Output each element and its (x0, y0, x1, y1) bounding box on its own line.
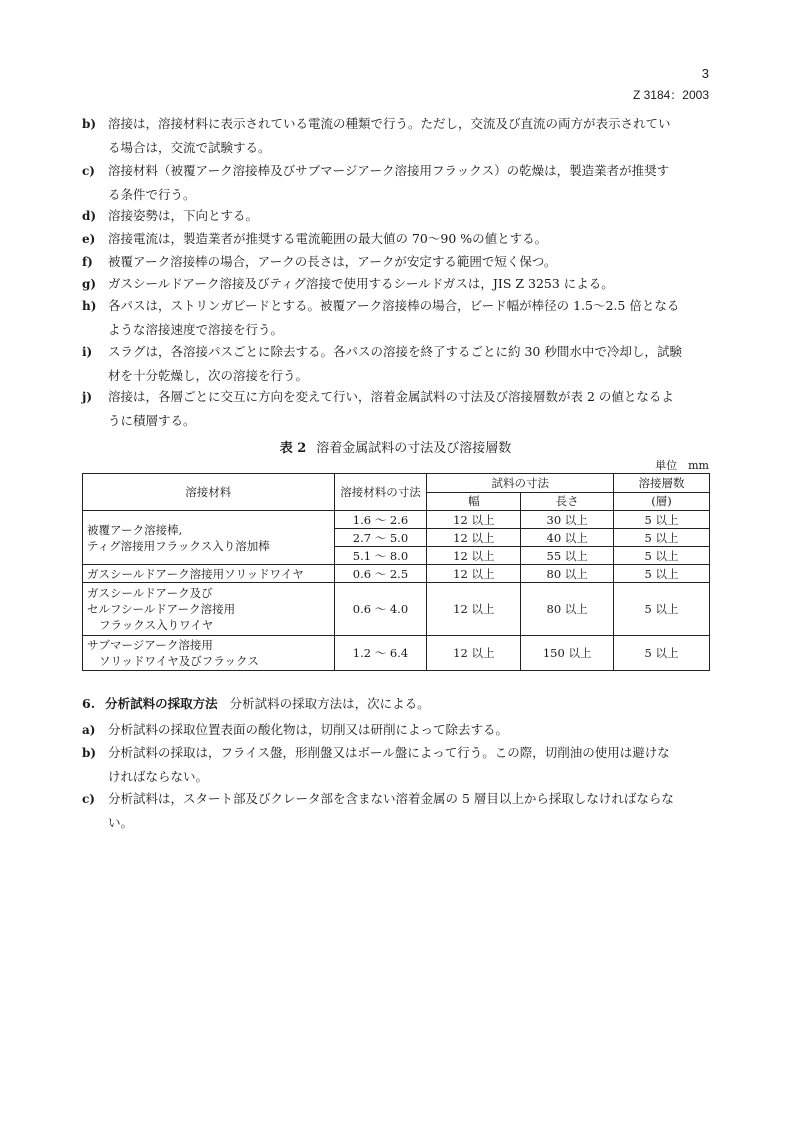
material-line: セルフシールドアーク溶接用 (87, 602, 236, 616)
item-line: 分析試料は，スタート部及びクレータ部を含まない溶着金属の 5 層目以上から採取しなければならな (108, 791, 674, 806)
item-label: j) (82, 390, 93, 404)
material-line: サブマージアーク溶接用 (87, 638, 213, 652)
header-layers-unit: (層) (614, 492, 710, 511)
table-row (83, 636, 710, 671)
list-item-e (82, 227, 710, 251)
item-label: h) (82, 299, 97, 313)
size-cell: 5.1 〜 8.0 (334, 547, 427, 565)
length-cell: 80 以上 (521, 565, 614, 583)
item-label: f) (82, 255, 93, 269)
list-item-i (82, 340, 710, 388)
material-cell (83, 565, 335, 583)
item-label: a) (82, 723, 96, 737)
length-cell: 80 以上 (521, 583, 614, 636)
length-cell: 150 以上 (521, 636, 614, 671)
width-cell: 12 以上 (427, 529, 521, 547)
list-item-6c (82, 787, 710, 835)
list-item-d (82, 204, 710, 228)
layers-cell: 5 以上 (614, 636, 710, 671)
layers-cell: 5 以上 (614, 547, 710, 565)
specimen-table (82, 473, 710, 671)
item-line: ガスシールドアーク溶接及びティグ溶接で使用するシールドガスは，JIS Z 3253 による。 (108, 276, 614, 291)
header-material: 溶接材料 (83, 474, 335, 511)
item-line: ければならない。 (108, 769, 209, 784)
item-line: 各パスは，ストリンガビードとする。被覆アーク溶接棒の場合，ビード幅が棒径の 1.5〜2.5 倍となる (108, 298, 680, 313)
size-cell: 0.6 〜 4.0 (334, 583, 427, 636)
item-line: ような溶接速度で溶接を行う。 (108, 322, 284, 337)
width-cell: 12 以上 (427, 565, 521, 583)
length-cell: 30 以上 (521, 511, 614, 529)
page-number: 3 (701, 66, 709, 81)
standard-number: Z 3184：2003 (632, 88, 709, 102)
item-line: る場合は，交流で試験する。 (108, 140, 271, 155)
material-line: ガスシールドアーク及び (87, 586, 213, 600)
item-line: い。 (108, 815, 134, 830)
item-label: i) (82, 345, 93, 359)
table-number: 表 2 (279, 441, 307, 456)
width-cell: 12 以上 (427, 511, 521, 529)
table-row (83, 583, 710, 636)
width-cell: 12 以上 (427, 583, 521, 636)
width-cell: 12 以上 (427, 547, 521, 565)
length-cell: 40 以上 (521, 529, 614, 547)
header-length: 長さ (521, 492, 614, 511)
header-specimen-size: 試料の寸法 (427, 474, 614, 493)
section-title: 分析試料の採取方法 (105, 696, 218, 711)
layers-cell: 5 以上 (614, 583, 710, 636)
material-line: フラックス入りワイヤ (99, 618, 214, 632)
item-line: 被覆アーク溶接棒の場合，アークの長さは，アークが安定する範囲で短く保つ。 (108, 254, 557, 269)
table-row (83, 565, 710, 583)
table-caption: 溶着金属試料の寸法及び溶接層数 (316, 441, 512, 456)
list-item-j (82, 385, 710, 433)
size-cell: 2.7 〜 5.0 (334, 529, 427, 547)
item-label: b) (82, 746, 97, 760)
width-cell: 12 以上 (427, 636, 521, 671)
item-line: 溶接は，各層ごとに交互に方向を変えて行い，溶着金属試料の寸法及び溶接層数が表 2 の値となるよ (108, 389, 674, 404)
table-title (0, 437, 791, 456)
material-cell (83, 636, 335, 671)
material-cell (83, 511, 335, 565)
material-line: 被覆アーク溶接棒, (87, 522, 183, 537)
list-item-c (82, 159, 710, 207)
material-line: ティグ溶接用フラックス入り溶加棒 (87, 538, 270, 553)
table-unit: 単位 mm (655, 459, 709, 472)
item-line: うに積層する。 (108, 413, 196, 428)
size-cell: 0.6 〜 2.5 (334, 565, 427, 583)
item-line: 溶接材料（被覆アーク溶接棒及びサブマージアーク溶接用フラックス）の乾燥は，製造業者が推奨す (108, 163, 670, 178)
header-material-size: 溶接材料の寸法 (334, 474, 427, 511)
item-line: 溶接姿勢は，下向とする。 (108, 208, 259, 223)
list-item-b (82, 112, 710, 160)
section-6-heading (82, 694, 430, 712)
size-cell: 1.2 〜 6.4 (334, 636, 427, 671)
header-width: 幅 (427, 492, 521, 511)
table-row (83, 511, 710, 529)
item-label: b) (82, 117, 97, 131)
material-line: ソリッドワイヤ及びフラックス (99, 654, 259, 668)
list-item-h (82, 294, 710, 342)
layers-cell: 5 以上 (614, 565, 710, 583)
table-header-row (83, 474, 710, 493)
item-line: 分析試料の採取は，フライス盤，形削盤又はボール盤によって行う。この際，切削油の使用は避けな (108, 745, 670, 760)
size-cell: 1.6 〜 2.6 (334, 511, 427, 529)
list-item-f (82, 250, 710, 274)
material-line: ガスシールドアーク溶接用ソリッドワイヤ (87, 566, 304, 581)
list-item-6b (82, 741, 710, 789)
list-item-6a (82, 718, 710, 742)
item-label: e) (82, 232, 96, 246)
layers-cell: 5 以上 (614, 511, 710, 529)
section-number: 6. (82, 696, 96, 711)
header-layers: 溶接層数 (614, 474, 710, 493)
section-intro: 分析試料の採取方法は，次による。 (229, 696, 430, 711)
item-line: スラグは，各溶接パスごとに除去する。各パスの溶接を終了するごとに約 30 秒間水中で冷却し，試験 (108, 344, 682, 359)
item-line: 溶接電流は，製造業者が推奨する電流範囲の最大値の 70〜90 %の値とする。 (108, 231, 548, 246)
list-item-g (82, 272, 710, 296)
item-line: 溶接は，溶接材料に表示されている電流の種類で行う。ただし，交流及び直流の両方が表示されてい (108, 116, 671, 131)
item-label: c) (82, 164, 95, 178)
item-label: c) (82, 792, 95, 806)
material-cell (83, 583, 335, 636)
layers-cell: 5 以上 (614, 529, 710, 547)
item-label: d) (82, 209, 97, 223)
item-label: g) (82, 277, 97, 291)
item-line: 分析試料の採取位置表面の酸化物は，切削又は研削によって除去する。 (108, 722, 509, 737)
length-cell: 55 以上 (521, 547, 614, 565)
item-line: 材を十分乾燥し，次の溶接を行う。 (108, 368, 309, 383)
item-line: る条件で行う。 (108, 187, 196, 202)
